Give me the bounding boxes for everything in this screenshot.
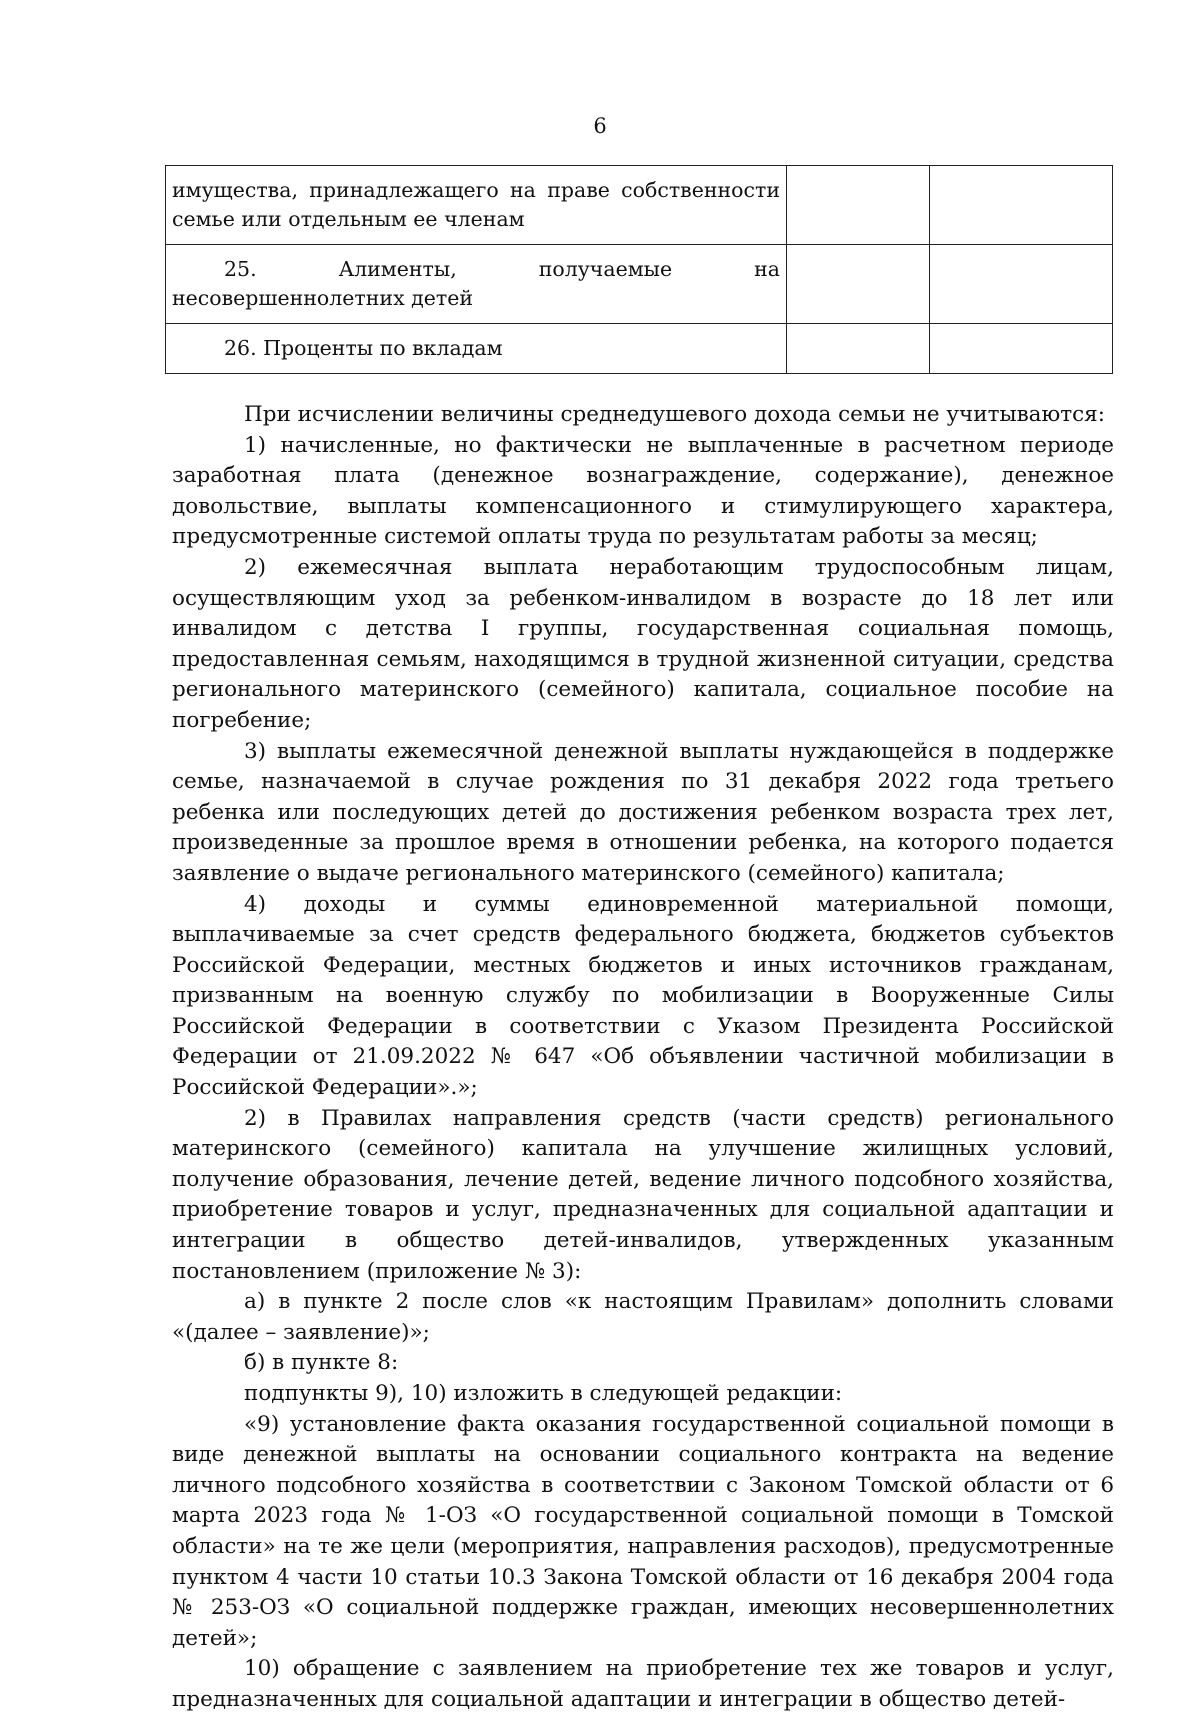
paragraph: 10) обращение с заявлением на приобретение тех же товаров и услуг, предназначенных для социальной адаптации и интеграции в общество детей- [172,1656,1114,1712]
table-cell [930,245,1113,324]
income-table [165,165,1113,374]
table-cell [787,166,930,245]
paragraph: При исчислении величины среднедушевого дохода семьи не учитываются: [244,402,1105,427]
table-row [166,245,1113,324]
table-cell-item: 26. Проценты по вкладам [166,324,787,374]
paragraph: 2) ежемесячная выплата неработающим трудоспособным лицам, осуществляющим уход за ребенком-инвалидом в возрасте до 18 лет или инвалидом с детства I группы, государственная социальная помощь, предоставленная семьям, находящимся в трудной жизненной ситуации, средства регионального материнского (семейного) капитала, социальное пособие на погребение; [172,554,1114,733]
paragraph: подпункты 9), 10) изложить в следующей редакции: [244,1381,843,1406]
paragraph: б) в пункте 8: [244,1350,399,1376]
table-cell [787,245,930,324]
paragraph: 3) выплаты ежемесячной денежной выплаты нуждающейся в поддержке семье, назначаемой в случае рождения по 31 декабря 2022 года третьего ребенка или последующих детей до достижения ребенком возраста трех лет, произведенные за прошлое время в отношении ребенка, на которого подается заявление о выдаче регионального материнского (семейного) капитала; [172,738,1114,886]
table-cell [930,166,1113,245]
table-cell-item: имущества, принадлежащего на праве собственности семье или отдельным ее членам [166,166,787,245]
paragraph: 1) начисленные, но фактически не выплаченные в расчетном периоде заработная плата (денежное вознаграждение, содержание), денежное довольствие, выплаты компенсационного и стимулирующего характера, предусмотренные системой оплаты труда по результатам работы за месяц; [172,432,1114,550]
table-cell [787,324,930,374]
page-number: 6 [593,114,607,138]
table-cell-item: 25. Алименты, получаемые на несовершеннолетних детей [166,245,787,324]
document-body [172,400,1114,1716]
table-row [166,324,1113,374]
table-row [166,166,1113,245]
table-cell [930,324,1113,374]
paragraph: 2) в Правилах направления средств (части средств) регионального материнского (семейного) капитала на улучшение жилищных условий, получение образования, лечение детей, ведение личного подсобного хозяйства, приобретение товаров и услуг, предназначенных для социальной адаптации и интеграции в общество детей-инвалидов, утвержденных указанным постановлением (приложение № 3): [172,1105,1114,1284]
paragraph: а) в пункте 2 после слов «к настоящим Правилам» дополнить словами «(далее – заявление)»; [172,1289,1114,1345]
paragraph: 4) доходы и суммы единовременной материальной помощи, выплачиваемые за счет средств федерального бюджета, бюджетов субъектов Российской Федерации, местных бюджетов и иных источников гражданам, призванным на военную службу по мобилизации в Вооруженные Силы Российской Федерации в соответствии с Указом Президента Российской Федерации от 21.09.2022 № 647 «Об объявлении частичной мобилизации в Российской Федерации».»; [172,891,1114,1101]
paragraph: «9) установление факта оказания государственной социальной помощи в виде денежной выплаты на основании социального контракта на ведение личного подсобного хозяйства в соответствии с Законом Томской области от 6 марта 2023 года № 1-ОЗ «О государственной социальной помощи в Томской области» на те же цели (мероприятия, направления расходов), предусмотренные пунктом 4 части 10 статьи 10.3 Закона Томской области от 16 декабря 2004 года № 253-ОЗ «О социальной поддержке граждан, имеющих несовершеннолетних детей»; [172,1411,1114,1651]
